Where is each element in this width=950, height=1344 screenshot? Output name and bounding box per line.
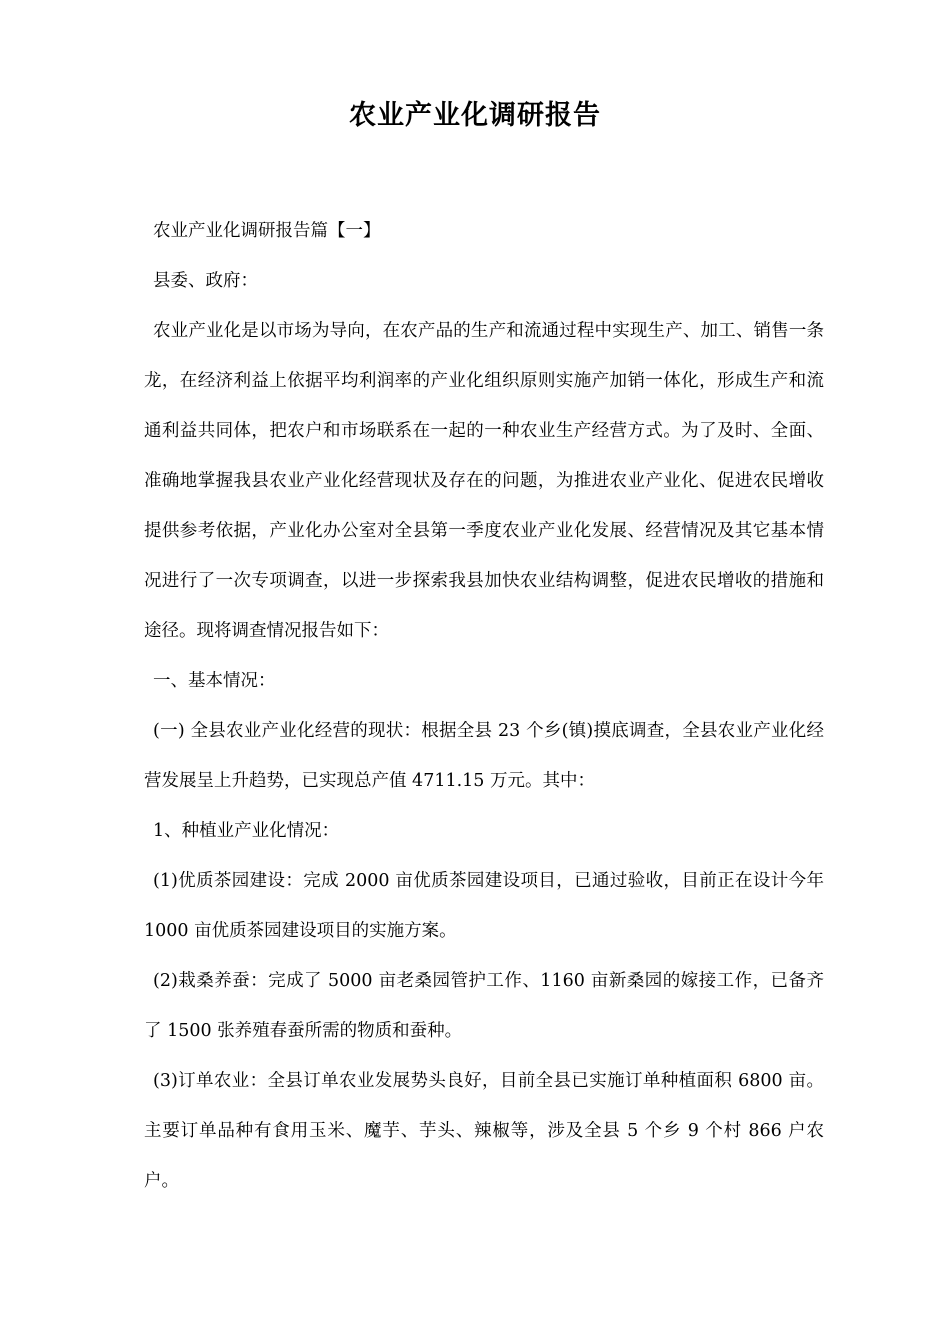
intro-paragraph: 农业产业化是以市场为导向，在农产品的生产和流通过程中实现生产、加工、销售一条龙，在经济利益上依据平均利润率的产业化组织原则实施产加销一体化，形成生产和流通利益共同体，把农户和市场联系在一起的一种农业生产经营方式。为了及时、全面、准确地掌握我县农业产业化经营现状及存在的问题，为推进农业产业化、促进农民增收提供参考依据，产业化办公室对全县第一季度农业产业化发展、经营情况及其它基本情况进行了一次专项调查，以进一步探索我县加快农业结构调整，促进农民增收的措施和途径。现将调查情况报告如下： [144,321,824,641]
paragraph-order-farming: (3)订单农业：全县订单农业发展势头良好，目前全县已实施订单种植面积 6800 亩。主要订单品种有食用玉米、魔芋、芋头、辣椒等，涉及全县 5 个乡 9 个村 866 户农户。 [144,1071,824,1191]
paragraph-tea-garden: (1)优质茶园建设：完成 2000 亩优质茶园建设项目，已通过验收，目前正在设计今年 1000 亩优质茶园建设项目的实施方案。 [144,871,824,941]
document-title: 农业产业化调研报告 [349,100,601,131]
subheading-basic-situation: 一、基本情况： [153,671,276,691]
subheading-planting: 1、种植业产业化情况： [153,821,340,841]
salutation: 县委、政府： [153,271,258,291]
document-body [144,206,824,1206]
paragraph-current-status: (一) 全县农业产业化经营的现状：根据全县 23 个乡(镇)摸底调查，全县农业产业化经营发展呈上升趋势，已实现总产值 4711.15 万元。其中： [144,721,824,791]
section-heading: 农业产业化调研报告篇【一】 [153,221,381,241]
paragraph-sericulture: (2)栽桑养蚕：完成了 5000 亩老桑园管护工作、1160 亩新桑园的嫁接工作，已备齐了 1500 张养殖春蚕所需的物质和蚕种。 [144,971,824,1041]
